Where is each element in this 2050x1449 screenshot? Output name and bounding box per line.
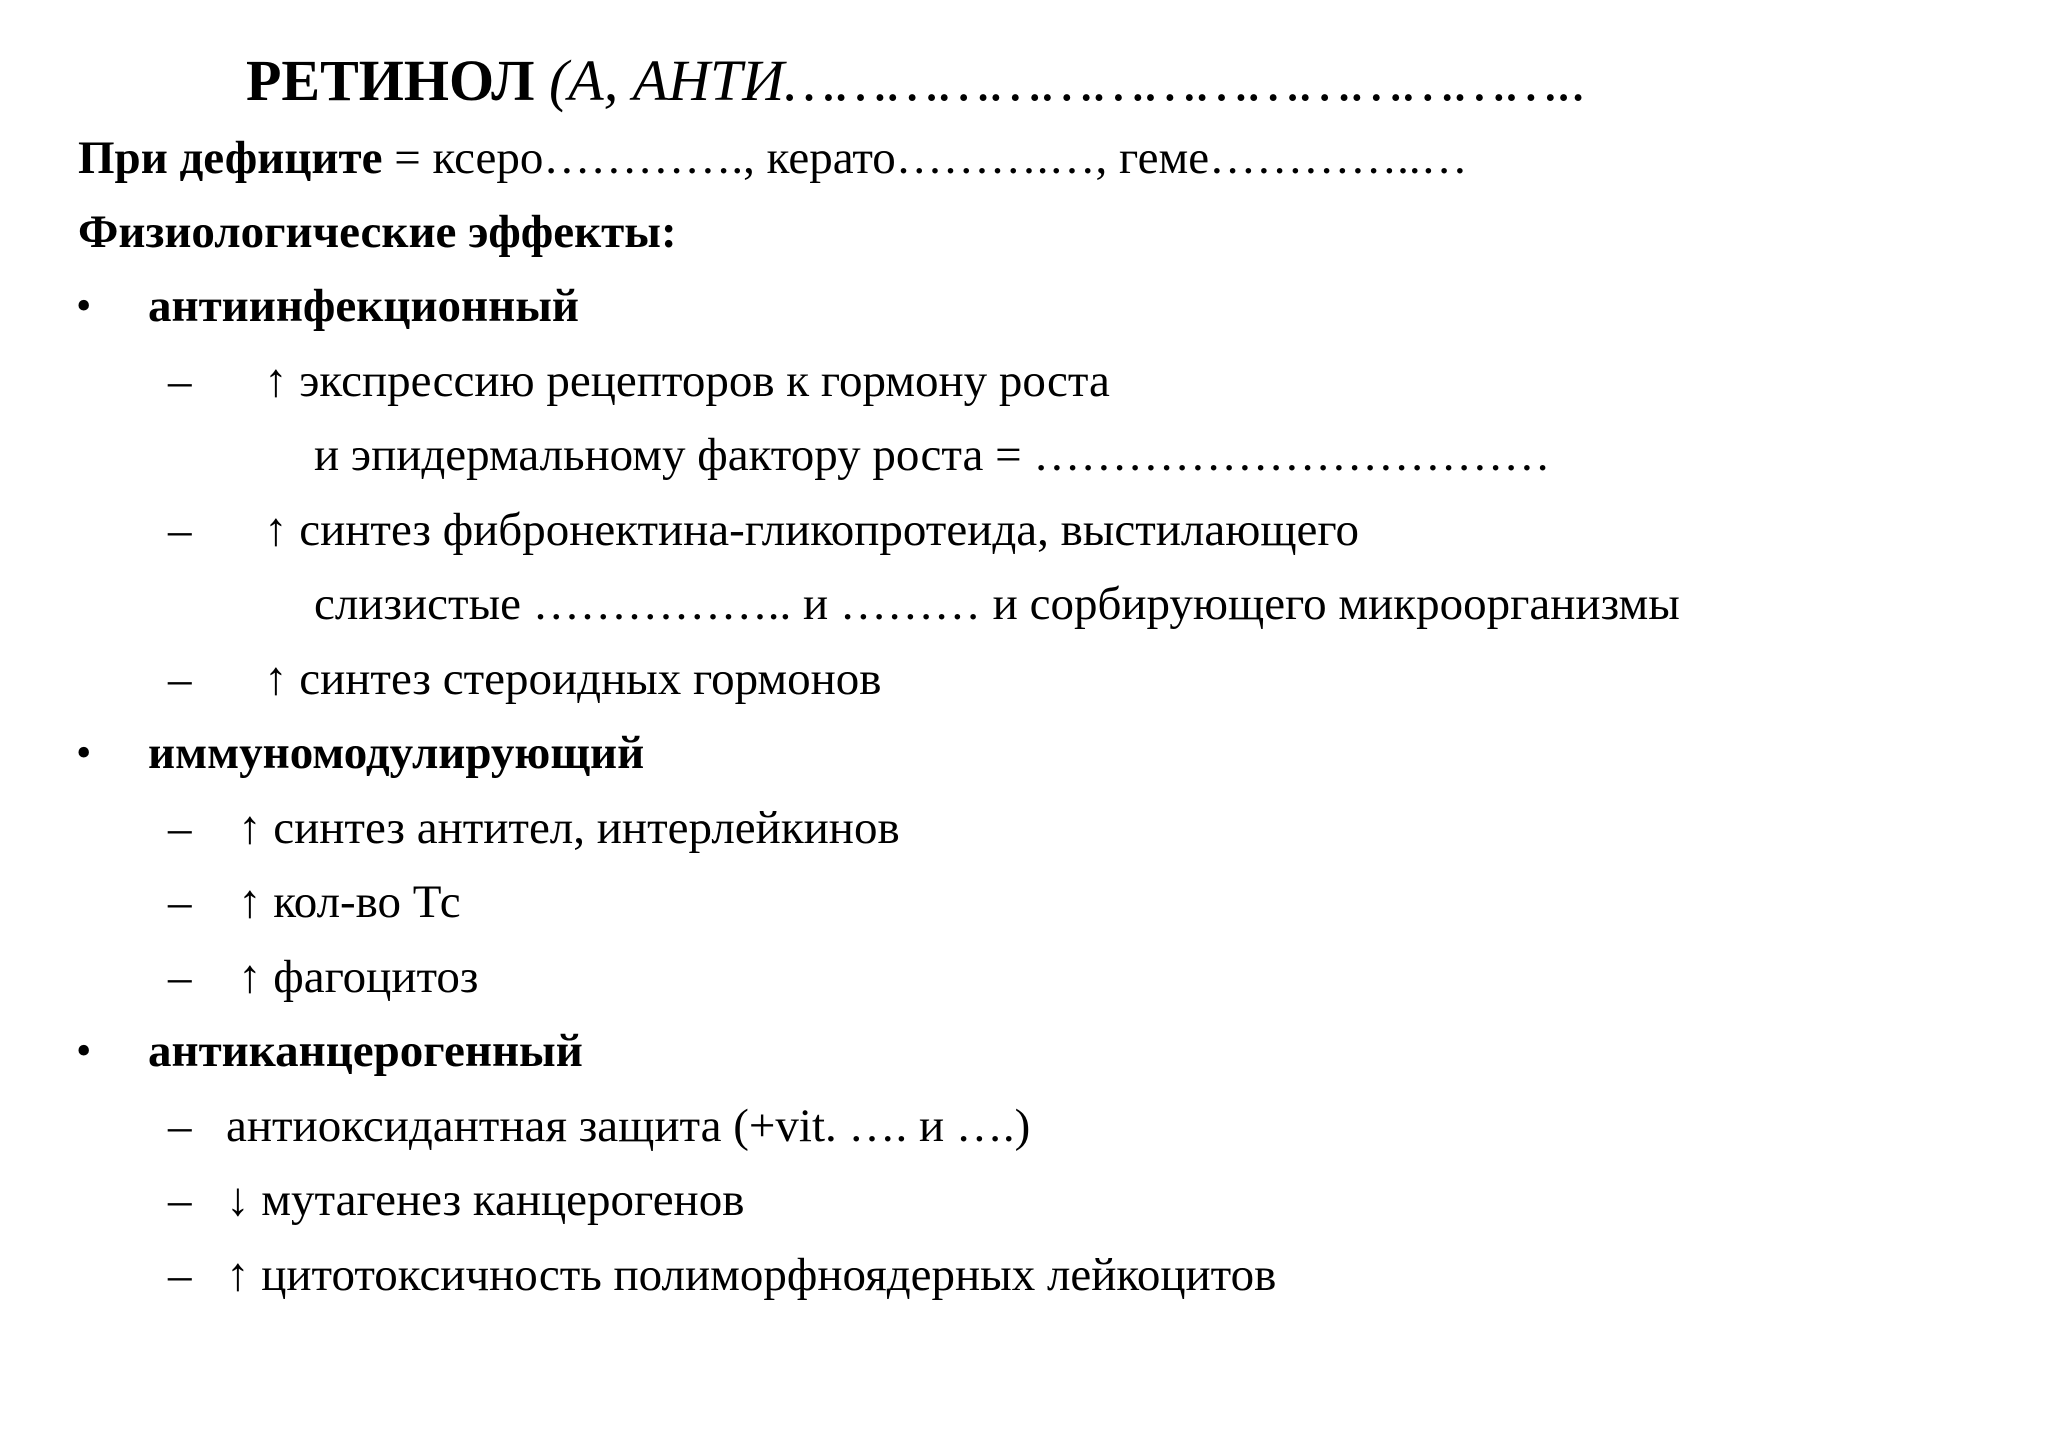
dash-marker: –: [168, 951, 192, 1003]
title-blank: ………………………………………..: [784, 48, 1587, 113]
list-item: ↑ цитотоксичность полиморфноядерных лейкоцитов: [226, 1249, 1277, 1301]
dash-marker: –: [168, 1174, 192, 1226]
list-item: ↑ фагоцитоз: [238, 951, 479, 1003]
section-title-anti-infection: антиинфекционный: [148, 280, 579, 332]
dash-marker: –: [168, 504, 192, 556]
deficiency-label: При дефиците: [78, 132, 383, 184]
list-item-continuation: и эпидермальному фактору роста = ……………………………: [314, 429, 1551, 481]
list-item: ↑ кол-во Тс: [238, 876, 461, 928]
dash-marker: –: [168, 802, 192, 854]
dash-marker: –: [168, 653, 192, 705]
dash-marker: –: [168, 1100, 192, 1152]
list-item: антиоксидантная защита (+vit. …. и ….): [226, 1100, 1031, 1152]
deficiency-line: [78, 130, 1468, 186]
list-item: ↑ синтез стероидных гормонов: [264, 653, 882, 705]
section-title-anticarcinogenic: антиканцерогенный: [148, 1025, 583, 1077]
dash-marker: –: [168, 876, 192, 928]
title-italic: (А, АНТИ: [534, 48, 785, 113]
list-item: ↑ экспрессию рецепторов к гормону роста: [264, 355, 1110, 407]
list-item-continuation: слизистые …………….. и ……… и сорбирующего микроорганизмы: [314, 578, 1680, 630]
section-title-immunomodulating: иммуномодулирующий: [148, 727, 645, 779]
title-main: РЕТИНОЛ: [246, 48, 535, 113]
dash-marker: –: [168, 355, 192, 407]
dash-marker: –: [168, 1249, 192, 1301]
list-item: ↓ мутагенез канцерогенов: [226, 1174, 745, 1226]
bullet-marker: •: [76, 728, 92, 777]
effects-heading: Физиологические эффекты:: [78, 206, 677, 258]
list-item: ↑ синтез фибронектина-гликопротеида, выстилающего: [264, 504, 1360, 556]
page-title: [246, 48, 1587, 114]
bullet-marker: •: [76, 281, 92, 330]
bullet-marker: •: [76, 1026, 92, 1075]
list-item: ↑ синтез антител, интерлейкинов: [238, 802, 900, 854]
deficiency-text: = ксеро…………., керато……….…, геме…………..…: [382, 132, 1468, 184]
